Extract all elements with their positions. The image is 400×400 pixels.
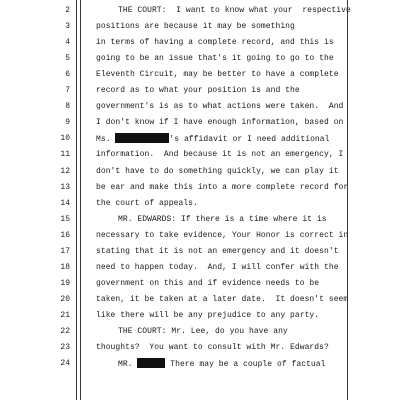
line-text-start: government's is as to what actions were taken. And (96, 102, 344, 112)
line-text-start: MR. (118, 360, 138, 370)
line-number: 22 (60, 327, 70, 336)
line-text (96, 69, 339, 81)
line-text (96, 262, 339, 274)
line-number: 3 (65, 22, 70, 32)
line-text (96, 101, 343, 113)
line-number: 7 (65, 86, 70, 96)
line-number: 12 (60, 166, 70, 176)
line-text (96, 85, 300, 97)
line-number: 23 (60, 343, 70, 353)
line-number: 9 (65, 118, 70, 128)
line-text (96, 37, 334, 49)
line-text-end: There may be a couple of factual (165, 360, 326, 370)
line-number: 18 (60, 262, 70, 272)
line-text-start: taken, it be taken at a later date. It doesn't seem (96, 294, 349, 304)
line-text-start: government on this and if evidence needs to be (96, 278, 320, 288)
line-text-start: the court of appeals. (96, 198, 198, 208)
line-number: 20 (60, 294, 70, 304)
line-text-start: thoughts? You want to consult with Mr. Edwards? (96, 343, 329, 353)
line-text-start: THE COURT: Mr. Lee, do you have any (118, 327, 288, 336)
transcript-line (0, 356, 400, 376)
line-number: 8 (65, 102, 70, 112)
line-text-start: THE COURT: I want to know what your respective (118, 6, 351, 15)
line-text (118, 5, 351, 17)
line-text (96, 53, 334, 65)
line-number: 24 (60, 359, 70, 369)
line-text-start: going to be an issue that's it going to go to the (96, 54, 334, 64)
line-text-start: information. And because it is not an emergency, I (96, 150, 344, 160)
line-number: 10 (60, 134, 70, 144)
line-text-end: 's affidavit or I need additional (169, 135, 330, 145)
line-number: 11 (60, 150, 70, 160)
line-text-start: MR. EDWARDS: If there is a time where it is (118, 214, 327, 224)
redaction-bar (115, 133, 169, 143)
line-text-start: record as to what your position is and the (96, 86, 300, 96)
line-text-start: be ear and make this into a more complete record for (96, 182, 349, 192)
line-text (96, 198, 198, 210)
line-number: 21 (60, 310, 70, 320)
line-number: 16 (60, 230, 70, 240)
line-number: 2 (65, 6, 70, 15)
line-text (118, 358, 325, 371)
line-text-start: need to happen today. And, I will confer with the (96, 262, 339, 272)
line-text (96, 117, 343, 129)
line-text-start: I don't know if I have enough information, based on (96, 118, 344, 128)
line-number: 6 (65, 70, 70, 80)
line-text-start: don't have to do something quickly, we can play it (96, 166, 339, 176)
line-text (118, 326, 288, 338)
line-number: 14 (60, 198, 70, 208)
line-number: 13 (60, 182, 70, 192)
line-text (118, 214, 327, 226)
line-text (96, 133, 329, 146)
line-text-start: Ms. (96, 135, 116, 145)
line-text-start: in terms of having a complete record, and this is (96, 38, 334, 48)
line-text (96, 342, 329, 354)
line-text-start: stating that it is not an emergency and it doesn't (96, 246, 339, 256)
line-number: 15 (60, 214, 70, 224)
line-text-start: positions are because it may be something (96, 22, 295, 32)
line-text (96, 166, 339, 178)
line-text (96, 310, 319, 322)
line-number: 5 (65, 54, 70, 64)
line-number: 19 (60, 278, 70, 288)
line-text (96, 230, 348, 242)
line-number: 17 (60, 246, 70, 256)
line-text (96, 246, 339, 258)
line-text (96, 21, 295, 33)
line-text (96, 182, 348, 194)
line-text-start: necessary to take evidence, Your Honor is correct in (96, 230, 349, 240)
redaction-bar (137, 358, 165, 368)
line-number: 4 (65, 38, 70, 48)
line-text-start: Eleventh Circuit, may be better to have a complete (96, 70, 339, 80)
line-text (96, 149, 343, 161)
line-text-start: like there will be any prejudice to any party. (96, 310, 320, 320)
line-text (96, 278, 319, 290)
line-text (96, 294, 348, 306)
